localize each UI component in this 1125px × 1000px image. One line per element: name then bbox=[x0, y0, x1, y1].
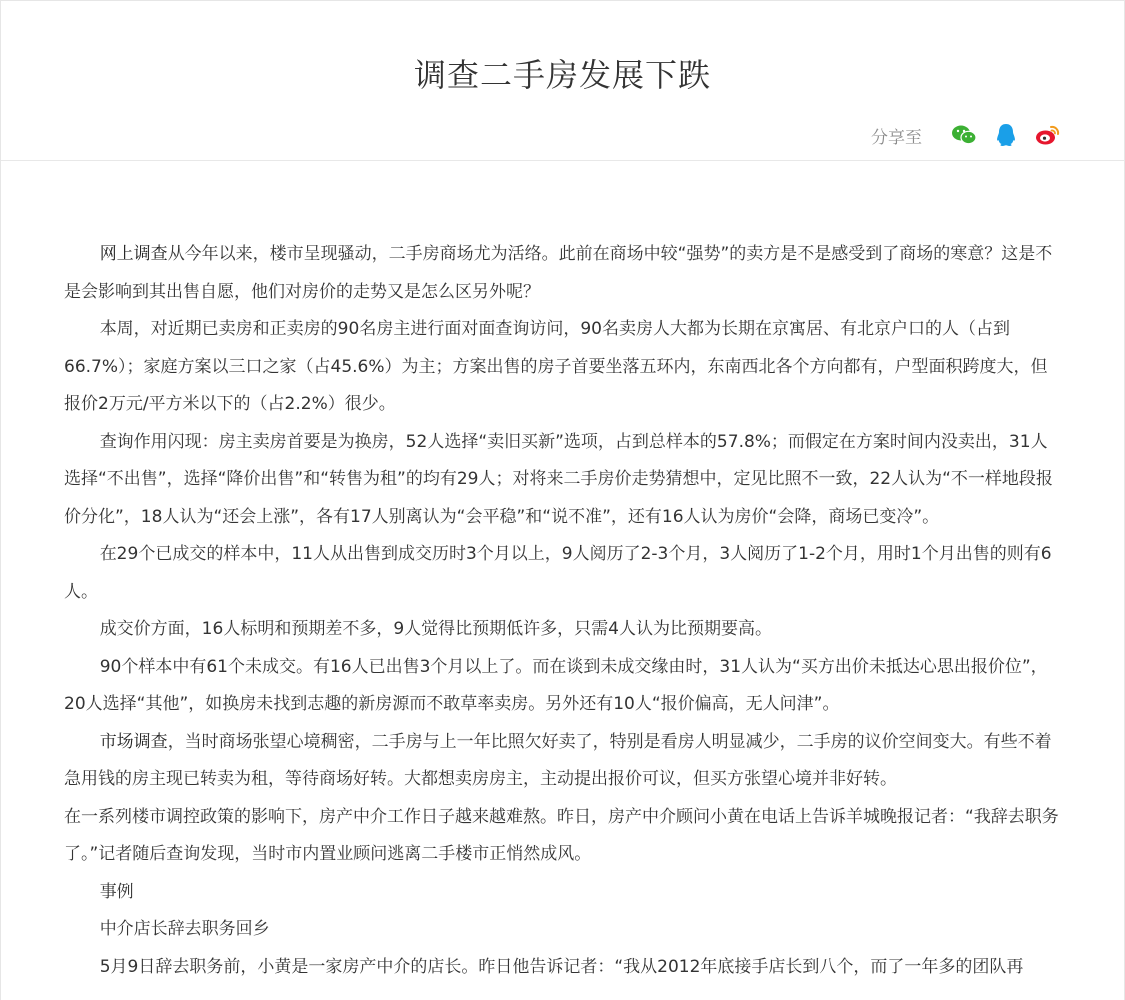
paragraph: 本周，对近期已卖房和正卖房的90名房主进行面对面查询访问，90名卖房人大都为长期在京寓居、有北京户口的人（占到66.7%）；家庭方案以三口之家（占45.6%）为主；方案出售的房子首要坐落五环内，东南西北各个方向都有，户型面积跨度大，但报价2万元/平方米以下的（占2.2%）很少。 bbox=[64, 319, 1048, 414]
share-bar bbox=[871, 121, 1062, 149]
qq-icon[interactable] bbox=[992, 121, 1020, 149]
paragraph: 在29个已成交的样本中，11人从出售到成交历时3个月以上，9人阅历了2-3个月，3人阅历了1-2个月，用时1个月出售的则有6人。 bbox=[64, 544, 1052, 602]
paragraph: 查询作用闪现：房主卖房首要是为换房，52人选择“卖旧买新”选项，占到总样本的57.8%；而假定在方案时间内没卖出，31人选择“不出售”，选择“降价出售”和“转售为租”的均有29人；对将来二手房价走势猜想中，定见比照不一致，22人认为“不一样地段报价分化”，18人认为“还会上涨”，各有17人别离认为“会平稳”和“说不准”，还有16人认为房价“会降，商场已变冷”。 bbox=[64, 431, 1053, 527]
share-label: 分享至 bbox=[871, 127, 922, 148]
article-body bbox=[64, 236, 1064, 986]
weibo-icon[interactable] bbox=[1034, 121, 1062, 149]
paragraph-lead: 网上调查 bbox=[99, 244, 168, 264]
paragraph: 成交价方面，16人标明和预期差不多，9人觉得比预期低许多，只需4人认为比预期要高。 bbox=[99, 619, 772, 639]
paragraph: 市场调查，当时商场张望心境稠密，二手房与上一年比照欠好卖了，特别是看房人明显减少，二手房的议价空间变大。有些不着急用钱的房主现已转卖为租，等待商场好转。大都想卖房房主，主动提出报价可议，但买方张望心境并非好转。 bbox=[64, 731, 1052, 789]
wechat-icon[interactable] bbox=[950, 121, 978, 149]
paragraph: 90个样本中有61个未成交。有16人已出售3个月以上了。而在谈到未成交缘由时，31人认为“买方出价未抵达心思出报价位”，20人选择“其他”，如换房未找到志趣的新房源而不敢草率卖房。另外还有10人“报价偏高，无人问津”。 bbox=[64, 656, 1048, 714]
page-title: 调查二手房发展下跌 bbox=[413, 56, 711, 94]
paragraph: 网上调查从今年以来，楼市呈现骚动，二手房商场尤为活络。此前在商场中较“强势”的卖方是不是感受到了商场的寒意？这是不是会影响到其出售自愿，他们对房价的走势又是怎么区另外呢？ bbox=[64, 244, 1053, 302]
paragraph: 事例 bbox=[99, 881, 134, 902]
paragraph-lead: 市场调查 bbox=[99, 731, 168, 752]
article-header bbox=[1, 1, 1124, 161]
paragraph: 中介店长辞去职务回乡 bbox=[99, 919, 270, 939]
paragraph: 在一系列楼市调控政策的影响下，房产中介工作日子越来越难熬。昨日，房产中介顾问小黄在电话上告诉羊城晚报记者：“我辞去职务了。”记者随后查询发现，当时市内置业顾问逃离二手楼市正悄然成风。 bbox=[64, 806, 1059, 864]
paragraph: 5月9日辞去职务前，小黄是一家房产中介的店长。昨日他告诉记者：“我从2012年底接手店长到八个，而了一年多的团队再 bbox=[99, 956, 1024, 977]
